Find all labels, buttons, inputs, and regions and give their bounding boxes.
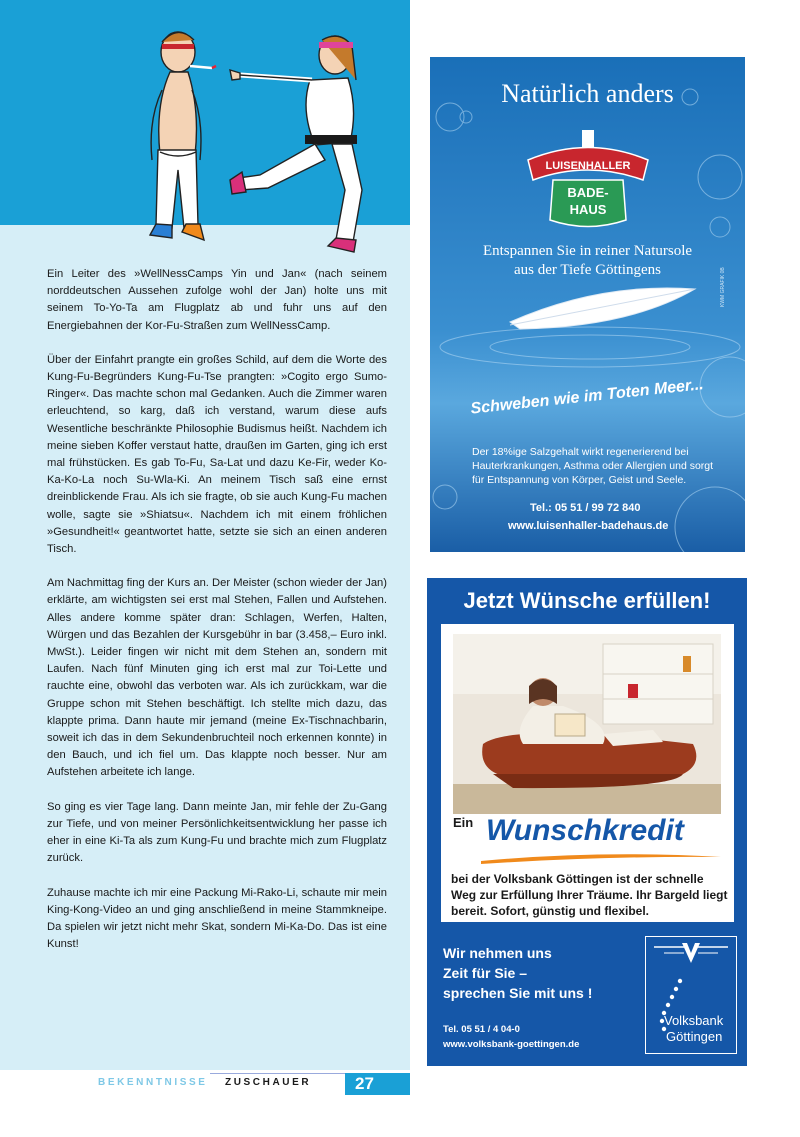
ad-white-panel (441, 624, 734, 922)
volksbank-v-logo-icon (654, 943, 728, 967)
article-paragraph: So ging es vier Tage lang. Dann meinte Jan, mir fehle der Zu-Gang zur Tiefe, und von meiner Persönlichkeitsentwicklung her passe ich eher in eine Ki-Ta als zum Kung-Fu und brachte mich zum Flugplatz zurück. (47, 800, 387, 865)
ad-title: Natürlich anders (501, 79, 674, 108)
ad-headline: Jetzt Wünsche erfüllen! (463, 588, 711, 613)
article-body (47, 266, 387, 970)
ad-credit: KWM GRAFIK 0B (720, 267, 726, 307)
volksbank-logo-box (645, 936, 737, 1054)
kung-fu-cartoon-illustration (100, 10, 400, 265)
bank-name-line: Volksbank (664, 1013, 724, 1028)
badehaus-advertisement (430, 57, 745, 552)
ad-subtitle-line: aus der Tiefe Göttingens (513, 262, 662, 278)
badehaus-logo (518, 125, 658, 230)
page-footer (0, 1073, 800, 1095)
ad-website: www.volksbank-goettingen.de (443, 1039, 580, 1050)
orange-swoosh-icon (481, 852, 721, 864)
footer-section-label: BEKENNTNISSE (98, 1077, 208, 1088)
article-paragraph: Über der Einfahrt prangte ein großes Schild, auf dem die Worte des Kung-Fu-Begründers Kung-Fu-Tse prangten: »Cogito ergo Sumo-Ringer«. Das machte schon mal Gedanken. Auch die Zimmer waren erleuchtend, so karg, daß ich verstand, warum diese aufs Wesentliche beschränkte Philosophie Budismus heißt. Nachdem ich meine sieben Koffer verstaut hatte, draußen im Garten, ging ich erst mal frühstücken. Es gab To-Fu, Sa-Lat und dazu Ke-Fir, weder Ko-Ka-Ko-La noch Su-Wla-Ki. An meinem Tisch saß eine ernst dreinblickende Frau. Als ich sie fragte, ob sie auch Kung-Fu machen wolle, sagte sie »Shiatsu«. Nachdem ich mit einem fröhlichen »Gesundheit!« geantwortet hatte, setzte sie sich an einen anderen Tisch. (47, 353, 387, 556)
article-paragraph: Ein Leiter des »WellNessCamps Yin und Jan« (nach seinem norddeutschen Aussehen zufolge wohl der Jan) holte uns mit seinem To-Yo-Ta am Flugplatz ab und fuhr uns auf den Energiebahnen der Kor-Fu-Straßen zum WellNessCamp. (47, 268, 387, 332)
ad-subtitle-line: Entspannen Sie in reiner Natursole (482, 243, 693, 259)
page-number: 27 (355, 1074, 374, 1093)
ad-body-text: bei der Volksbank Göttingen ist der schnelle Weg zur Erfüllung Ihrer Träume. Ihr Bargeld liegt bereit. Sofort, günstig und flexibel. (451, 872, 728, 918)
brand-name: Wunschkredit (486, 814, 684, 847)
article-paragraph: Zuhause machte ich mir eine Packung Mi-Rako-Li, schaute mir mein King-Kong-Video an und ging anschließend in meine Stammkneipe. Da spielen wir jetzt nicht mehr Skat, sondern Mi-Ka-Do. Das ist eine Kunst! (47, 886, 387, 951)
logo-top-text: LUISENHALLER (545, 160, 631, 172)
ad-body-text: Der 18%ige Salzgehalt wirkt regenerierend bei Hauterkrankungen, Asthma oder Allergien und sorgt für Entspannung von Körper, Geist und Seele. (472, 446, 714, 486)
ad-phone: Tel.: 05 51 / 99 72 840 (530, 502, 641, 514)
left-column (0, 0, 410, 1070)
woman-reading-photo (453, 634, 721, 814)
cta-line: Wir nehmen uns (443, 945, 552, 961)
cta-line: Zeit für Sie – (443, 965, 528, 981)
brand-prefix: Ein (453, 815, 474, 830)
logo-bottom-text: HAUS (569, 202, 607, 217)
logo-middle-text: BADE- (567, 185, 609, 200)
ad-slogan: Schweben wie im Toten Meer... (469, 376, 705, 418)
footer-subsection-label: ZUSCHAUER (225, 1077, 312, 1088)
ad-call-to-action (443, 943, 592, 1003)
volksbank-advertisement (427, 578, 747, 1066)
article-paragraph: Am Nachmittag fing der Kurs an. Der Meister (schon wieder der Jan) erklärte, am wichtigsten sei erst mal Stehen, Fallen und Aufstehen. Alles andere komme später dran: Schlagen, Werfen, Halten, Würgen und das Bezahlen der Kursgebühr in bar (3.458,– Euro inkl. MwSt.). Leider fingen wir nicht mit dem Stehen an, sondern mit Laufen. Nach fünf Minuten ging ich erst mal zur Toi-Lette und rauchte eine, obwohl das verboten war. Als ich zurückkam, war die Gruppe schon mit Stehen beschäftigt. Ich stellte mich dazu, das klappte prima. Dann haute mir jemand (meine Ex-Tischnachbarin, soweit ich das in dem Sekundenbruchteil noch erkennen konnte) in den Bauch, und ich fiel um. Das klappte noch besser. Nur am Aufstehen arbeitete ich lange. (47, 577, 387, 779)
cta-line: sprechen Sie mit uns ! (443, 985, 593, 1001)
ad-website: www.luisenhaller-badehaus.de (508, 520, 669, 532)
bank-name-line: Göttingen (666, 1029, 723, 1044)
volksbank-dots-icon (654, 977, 684, 1037)
ad-phone: Tel. 05 51 / 4 04-0 (443, 1024, 520, 1035)
ad-subtitle (450, 242, 725, 280)
